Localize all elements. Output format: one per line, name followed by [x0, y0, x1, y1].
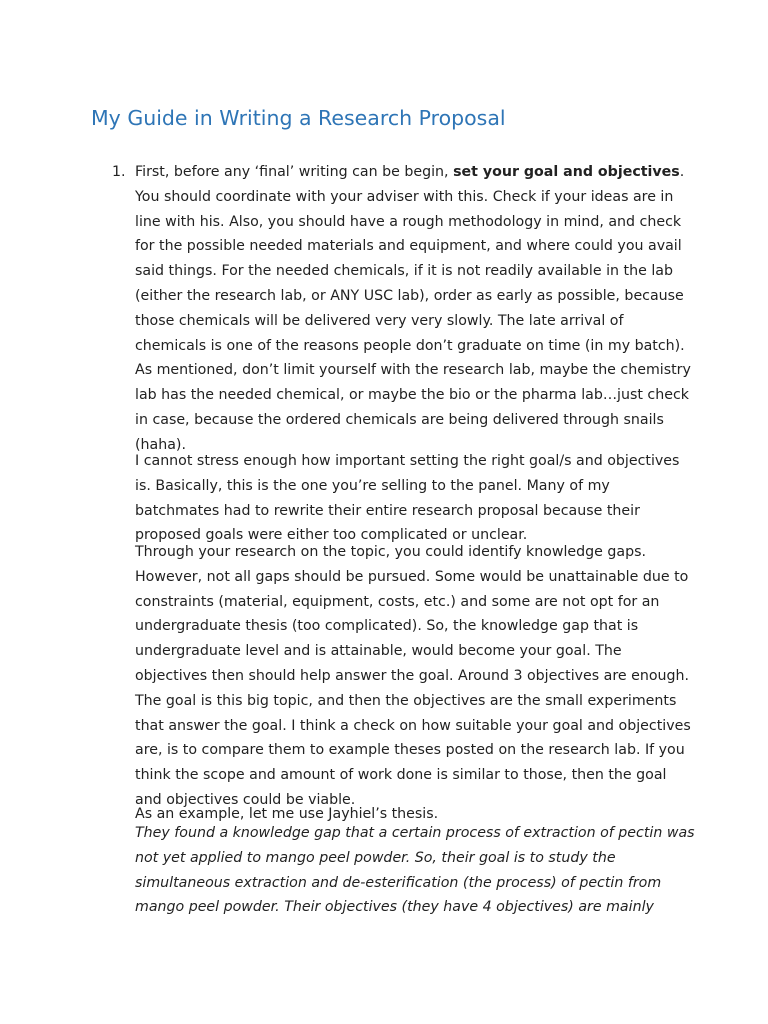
paragraph-rest-text: . You should coordinate with your adviser with this. Check if your ideas are in line with his. Also, you should have a rough methodology in mind, and check for the possible needed materials and equipment, and where could you avail said things. For the needed chemicals, if it is not readily available in the lab (either the research lab, or ANY USC lab), order as early as possible, because those chemicals will be delivered very very slowly. The late arrival of chemicals is one of the reasons people don’t graduate on time (in my batch). As mentioned, don’t limit yourself with the research lab, maybe the chemistry lab has the needed chemical, or maybe the bio or the pharma lab…just check in case, because the ordered chemicals are being delivered through snails (haha). — [135, 164, 691, 453]
paragraph-text: I cannot stress enough how important setting the right goal/s and objectives is. Basically, this is the one you’re selling to the panel. Many of my batchmates had to rewrite their entire research proposal because their proposed goals were either too complicated or unclear. — [135, 453, 680, 544]
paragraph-text — [135, 160, 695, 458]
emphasis-goal-objectives: set your goal and objectives — [453, 164, 680, 180]
document-title: My Guide in Writing a Research Proposal — [91, 106, 506, 130]
paragraph-knowledge-gaps — [135, 540, 695, 813]
paragraph-text: Through your research on the topic, you could identify knowledge gaps. However, not all gaps should be pursued. Some would be unattainable due to constraints (material, equipment, costs, etc.) and some are not opt for an undergraduate thesis (too complicated). So, the knowledge gap that is undergraduate level and is attainable, would become your goal. The objectives then should help answer the goal. Around 3 objectives are enough. The goal is this big topic, and then the objectives are the small experiments that answer the goal. I think a check on how suitable your goal and objectives are, is to compare them to example theses posted on the research lab. If you think the scope and amount of work done is similar to those, then the goal and objectives could be viable. — [135, 544, 691, 808]
paragraph-set-goals — [135, 160, 695, 458]
paragraph-intro-text: First, before any ‘final’ writing can be begin, — [135, 164, 454, 180]
paragraph-importance — [135, 449, 695, 548]
list-item-number: 1. — [112, 164, 126, 180]
paragraph-text: They found a knowledge gap that a certain process of extraction of pectin was not yet applied to mango peel powder. So, their goal is to study the simultaneous extraction and de-esterification (the process) of pectin from mango peel powder. Their objectives (they have 4 objectives) are mainly — [135, 825, 695, 916]
paragraph-example-italic — [135, 821, 695, 920]
paragraph-text: As an example, let me use Jayhiel’s thesis. — [135, 806, 439, 822]
paragraph-example-intro — [135, 806, 695, 822]
